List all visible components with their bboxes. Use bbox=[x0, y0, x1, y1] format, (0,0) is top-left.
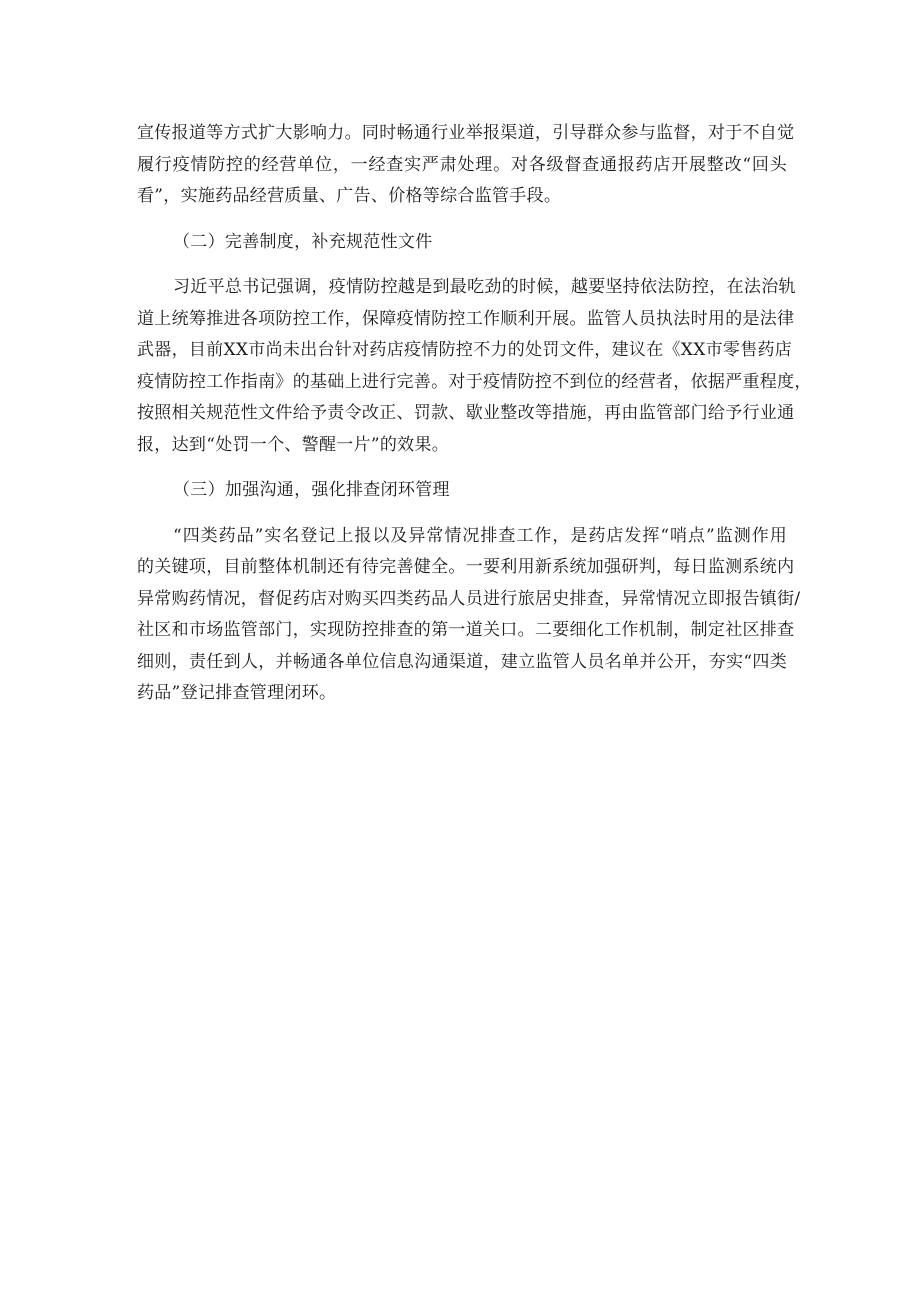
paragraph-line: 看”，实施药品经营质量、广告、价格等综合监管手段。 bbox=[137, 186, 562, 206]
paragraph-line: 社区和市场监管部门，实现防控排查的第一道关口。二要细化工作机制，制定社区排查 bbox=[137, 620, 795, 640]
paragraph-2 bbox=[137, 272, 812, 461]
section-heading: （二）完善制度，补充规范性文件 bbox=[173, 231, 433, 252]
paragraph-line: 按照相关规范性文件给予责令改正、罚款、歇业整改等措施，再由监管部门给予行业通 bbox=[137, 403, 795, 423]
paragraph-line: 药品”登记排查管理闭环。 bbox=[137, 683, 337, 703]
section-heading-3 bbox=[137, 475, 787, 507]
paragraph-line: 履行疫情防控的经营单位，一经查实严肃处理。对各级督查通报药店开展整改“回头 bbox=[137, 154, 787, 175]
paragraph-line: 的关键项，目前整体机制还有待完善健全。一要利用新系统加强研判，每日监测系统内 bbox=[137, 557, 795, 577]
paragraph-line: 报，达到“处罚一个、警醒一片”的效果。 bbox=[137, 434, 450, 455]
document-body bbox=[137, 118, 812, 710]
paragraph-line: 武器，目前XX市尚未出台针对药店疫情防控不力的处罚文件，建议在《XX市零售药店 bbox=[137, 340, 793, 360]
paragraph-1 bbox=[137, 118, 795, 213]
paragraph-line: 宣传报道等方式扩大影响力。同时畅通行业举报渠道，引导群众参与监督，对于不自觉 bbox=[137, 123, 795, 143]
paragraph-line: 习近平总书记强调，疫情防控越是到最吃劲的时候，越要坚持依法防控，在法治轨 bbox=[173, 277, 796, 297]
paragraph-line: “四类药品”实名登记上报以及异常情况排查工作，是药店发挥“哨点”监测作用 bbox=[173, 525, 787, 546]
section-heading: （三）加强沟通，强化排查闭环管理 bbox=[173, 480, 450, 500]
paragraph-line: 疫情防控工作指南》的基础上进行完善。对于疫情防控不到位的经营者，依据严重程度， bbox=[137, 371, 812, 392]
section-heading-2 bbox=[137, 227, 787, 259]
paragraph-line: 道上统筹推进各项防控工作，保障疫情防控工作顺利开展。监管人员执法时用的是法律 bbox=[137, 308, 795, 329]
paragraph-line: 异常购药情况，督促药店对购买四类药品人员进行旅居史排查，异常情况立即报告镇街/ bbox=[137, 588, 801, 609]
paragraph-line: 细则，责任到人，并畅通各单位信息沟通渠道，建立监管人员名单并公开，夯实“四类 bbox=[137, 651, 787, 672]
paragraph-3 bbox=[137, 521, 801, 710]
